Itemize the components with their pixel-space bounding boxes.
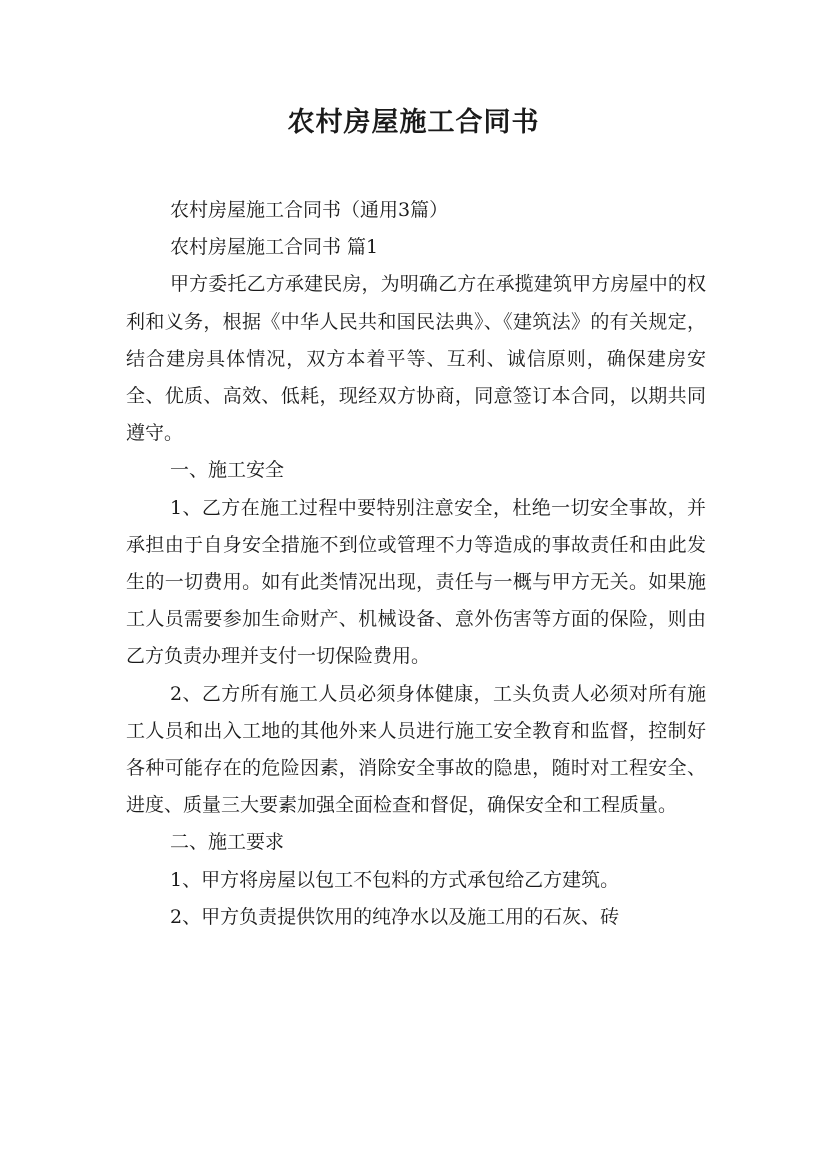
document-title: 农村房屋施工合同书 [287, 107, 540, 138]
paragraph-part-heading: 农村房屋施工合同书 篇1 [170, 236, 379, 259]
paragraph-safety-2: 2、乙方所有施工人员必须身体健康，工头负责人必须对所有施工人员和出入工地的其他外来人员进行施工安全教育和监督，控制好各种可能存在的危险因素，消除安全事故的隐患，随时对工程安全、进度、质量三大要素加强全面检查和督促，确保安全和工程质量。 [126, 682, 706, 817]
paragraph-safety-1: 1、乙方在施工过程中要特别注意安全，杜绝一切安全事故，并承担由于自身安全措施不到位或管理不力等造成的事故责任和由此发生的一切费用。如有此类情况出现，责任与一概与甲方无关。如果施工人员需要参加生命财产、机械设备、意外伤害等方面的保险，则由乙方负责办理并支付一切保险费用。 [126, 496, 706, 668]
paragraph-requirements-1: 1、甲方将房屋以包工不包料的方式承包给乙方建筑。 [170, 868, 620, 891]
section-heading-safety: 一、施工安全 [170, 459, 285, 482]
paragraph-preamble: 甲方委托乙方承建民房，为明确乙方在承揽建筑甲方房屋中的权利和义务，根据《中华人民共和国民法典》、《建筑法》的有关规定，结合建房具体情况，双方本着平等、互利、诚信原则，确保建房安全、优质、高效、低耗，现经双方协商，同意签订本合同，以期共同遵守。 [126, 273, 706, 445]
document-body [126, 192, 706, 936]
paragraph-requirements-2: 2、甲方负责提供饮用的纯净水以及施工用的石灰、砖 [170, 905, 620, 928]
paragraph-subtitle: 农村房屋施工合同书（通用3篇） [170, 199, 449, 221]
section-heading-requirements: 二、施工要求 [170, 831, 285, 854]
